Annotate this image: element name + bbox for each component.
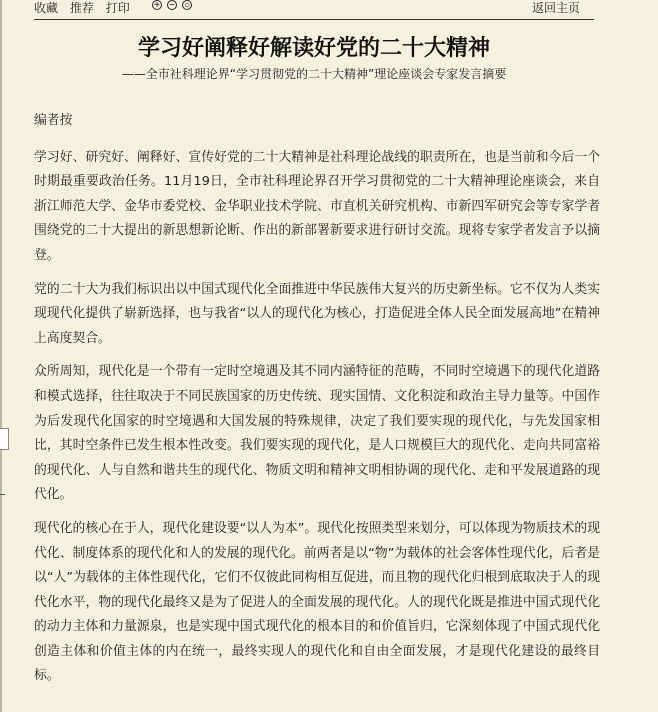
top-toolbar [34, 0, 594, 20]
left-border-line [0, 0, 2, 712]
article-paragraph-2: 党的二十大为我们标识出以中国式现代化全面推进中华民族伟大复兴的历史新坐标。它不仅为人类实现现代化提供了崭新选择，也与我省“以人的现代化为核心，打造促进全体人民全面发展高地”在精神上高度契合。 [34, 281, 600, 346]
recommend-link[interactable]: 推荐 [69, 1, 94, 15]
article-title: 学习好阐释好解读好党的二十大精神 [137, 36, 490, 61]
left-margin-tick [0, 494, 5, 495]
left-scroll-tab[interactable] [0, 428, 9, 450]
article-paragraph-1: 学习好、研究好、阐释好、宣传好党的二十大精神是社科理论战线的职责所在，也是当前和今后一个时期最重要政治任务。11月19日，全市社科理论界召开学习贯彻党的二十大精神理论座谈会，来自浙江师范大学、金华市委党校、金华职业技术学院、市直机关研究机构、市新四军研究会等专家学者围绕党的二十大提出的新思想新论断、作出的新部署新要求进行研讨交流。现将专家学者发言予以摘登。 [34, 149, 600, 263]
article-paragraph-4: 现代化的核心在于人，现代化建设要“以人为本”。现代化按照类型来划分，可以体现为物质技术的现代化、制度体系的现代化和人的发展的现代化。前两者是以“物”为载体的社会客体性现代化，后者是以“人”为载体的主体性现代化，它们不仅彼此同构相互促进，而且物的现代化归根到底取决于人的现代化水平，物的现代化最终又是为了促进人的全面发展的现代化。人的现代化既是推进中国式现代化的动力主体和力量源泉，也是实现中国式现代化的根本目的和价值旨归，它深刻体现了中国式现代化创造主体和价值主体的内在统一，最终实现人的现代化和自由全面发展，才是现代化建设的最终目标。 [34, 520, 600, 684]
editor-note-label: 编者按 [34, 113, 73, 128]
article-paragraph-3: 众所周知，现代化是一个带有一定时空境遇及其不同内涵特征的范畴，不同时空境遇下的现代化道路和模式选择，往往取决于不同民族国家的历史传统、现实国情、文化积淀和政治主导力量等。中国作为后发现代化国家的时空境遇和大国发展的特殊规律，决定了我们要实现的现代化，与先发国家相比，其时空条件已发生根本性改变。我们要实现的现代化，是人口规模巨大的现代化、走向共同富裕的现代化、人与自然和谐共生的现代化、物质文明和精神文明相协调的现代化、走和平发展道路的现代化。 [34, 364, 600, 503]
bookmark-link[interactable]: 收藏 [34, 1, 59, 15]
print-link[interactable]: 打印 [105, 1, 130, 15]
zoom-controls [152, 0, 192, 10]
zoom-in-icon[interactable]: + [152, 0, 162, 10]
article-body [34, 109, 600, 698]
zoom-out-icon[interactable]: − [167, 0, 177, 10]
return-home-link[interactable]: 返回主页 [531, 1, 580, 15]
zoom-reset-icon[interactable]: ○ [183, 0, 191, 11]
article-subtitle: ——全市社科理论界“学习贯彻党的二十大精神”理论座谈会专家发言摘要 [121, 67, 507, 81]
